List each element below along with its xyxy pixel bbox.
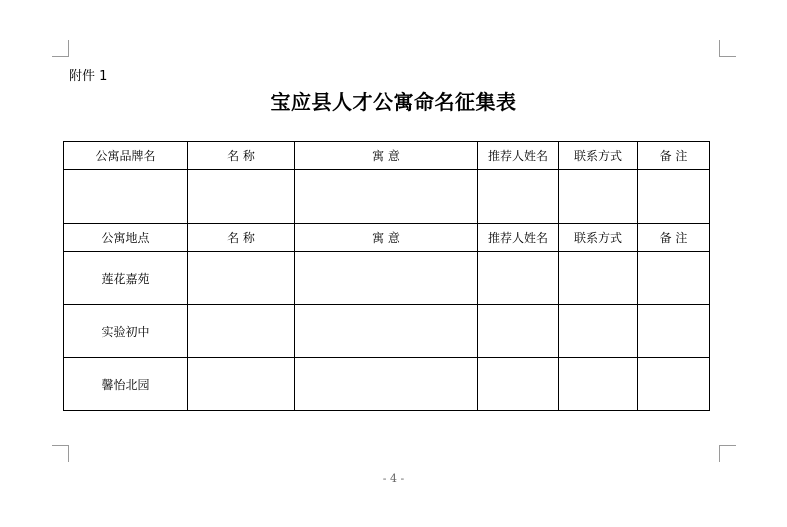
empty-cell[interactable] <box>638 252 710 305</box>
empty-cell[interactable] <box>559 252 638 305</box>
header-cell: 公寓品牌名 <box>64 142 188 170</box>
empty-cell[interactable] <box>295 170 478 224</box>
header-cell: 联系方式 <box>559 142 638 170</box>
empty-cell[interactable] <box>478 252 559 305</box>
empty-cell[interactable] <box>559 305 638 358</box>
naming-form-table <box>63 141 710 411</box>
location-row <box>64 358 710 411</box>
empty-cell[interactable] <box>188 305 295 358</box>
header-cell: 名 称 <box>188 142 295 170</box>
location-name-cell: 实验初中 <box>64 305 188 358</box>
location-row <box>64 305 710 358</box>
header-cell: 推荐人姓名 <box>478 142 559 170</box>
empty-cell[interactable] <box>478 170 559 224</box>
empty-cell[interactable] <box>188 358 295 411</box>
header-cell: 备 注 <box>638 142 710 170</box>
page-number: - 4 - <box>382 472 405 485</box>
crop-mark-top-left <box>52 40 69 57</box>
header-cell: 寓 意 <box>295 224 478 252</box>
empty-cell[interactable] <box>559 358 638 411</box>
empty-cell[interactable] <box>295 305 478 358</box>
header-cell: 联系方式 <box>559 224 638 252</box>
empty-cell[interactable] <box>559 170 638 224</box>
location-name-cell: 馨怡北园 <box>64 358 188 411</box>
empty-cell[interactable] <box>478 305 559 358</box>
location-name-cell: 莲花嘉苑 <box>64 252 188 305</box>
crop-mark-bottom-right <box>719 445 736 462</box>
location-row <box>64 252 710 305</box>
empty-cell[interactable] <box>638 170 710 224</box>
crop-mark-top-right <box>719 40 736 57</box>
header-cell: 备 注 <box>638 224 710 252</box>
empty-cell[interactable] <box>478 358 559 411</box>
brand-entry-row <box>64 170 710 224</box>
header-row-brand <box>64 142 710 170</box>
attachment-label: 附件 1 <box>69 69 108 84</box>
header-cell: 寓 意 <box>295 142 478 170</box>
header-cell: 公寓地点 <box>64 224 188 252</box>
crop-mark-bottom-left <box>52 445 69 462</box>
document-title: 宝应县人才公寓命名征集表 <box>270 90 517 114</box>
header-cell: 名 称 <box>188 224 295 252</box>
empty-cell[interactable] <box>295 358 478 411</box>
empty-cell[interactable] <box>64 170 188 224</box>
header-row-location <box>64 224 710 252</box>
empty-cell[interactable] <box>295 252 478 305</box>
empty-cell[interactable] <box>638 358 710 411</box>
empty-cell[interactable] <box>188 252 295 305</box>
empty-cell[interactable] <box>638 305 710 358</box>
header-cell: 推荐人姓名 <box>478 224 559 252</box>
empty-cell[interactable] <box>188 170 295 224</box>
